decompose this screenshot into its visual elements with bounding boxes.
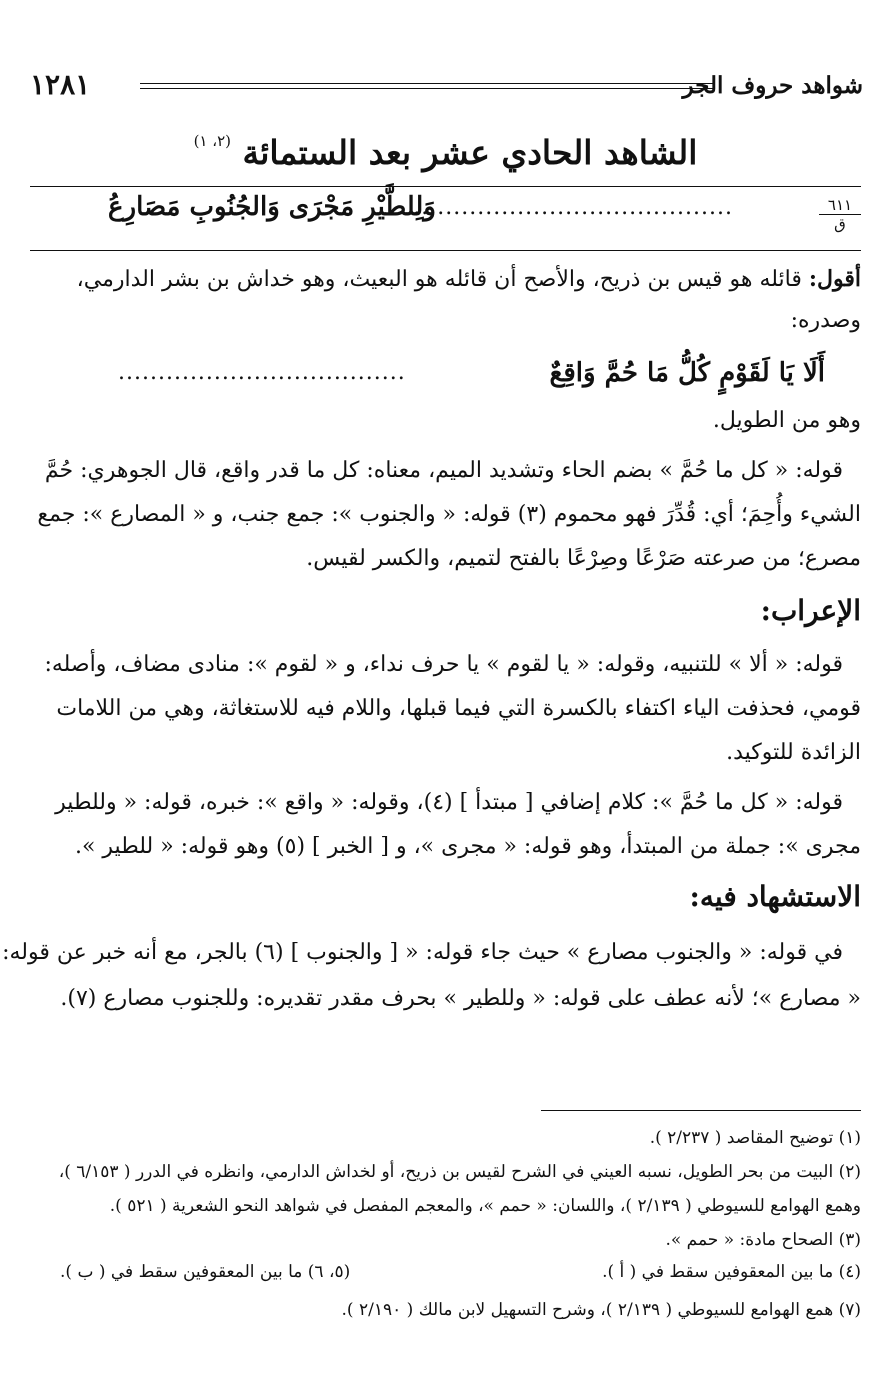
istishhad-heading: الاستشهاد فيه:: [689, 880, 861, 913]
half-verse-dots: ....................................: [118, 360, 406, 385]
footnote-2b: وهمع الهوامع للسيوطي ( ٢/١٣٩ )، واللسان: « حمم »، والمعجم المفصل في شواهد النحو الشعرية ( ٥٢١ ).: [109, 1196, 861, 1216]
section-title-text: الشاهد الحادي عشر بعد الستمائة: [242, 133, 698, 172]
explanation-line-1: قوله: « كل ما حُمَّ » بضم الحاء وتشديد الميم، معناه: كل ما قدر واقع، قال الجوهري: حُمَّ: [44, 458, 843, 483]
footnote-5-6: (٥، ٦) ما بين المعقوفين سقط في ( ب ).: [60, 1262, 351, 1282]
intro-line-1: [30, 266, 861, 292]
verse-dots: ........................................: [413, 195, 733, 220]
page-number: ١٢٨١: [30, 68, 91, 101]
irab-heading: الإعراب:: [760, 594, 861, 627]
half-verse: أَلَا يَا لَقَوْمٍ كُلُّ مَا حُمَّ وَاقِعٌ: [549, 358, 825, 388]
running-header: [30, 68, 863, 108]
explanation-line-2: الشيء وأُحِمَ؛ أي: قُدِّرَ فهو محموم (٣) قوله: « والجنوب »: جمع جنب، و « المصارع »: جمع: [37, 502, 861, 527]
running-title: شواهد حروف الجر: [682, 72, 863, 99]
intro-label: أقول:: [808, 266, 861, 292]
footnote-1: (١) توضيح المقاصد ( ٢/٢٣٧ ).: [649, 1128, 861, 1148]
irab-p1-line-1: قوله: « ألا » للتنبيه، وقوله: « يا لقوم » يا حرف نداء، و « لقوم »: منادى مضاف، وأصله:: [44, 652, 843, 677]
verse-number-value: ٦١١: [819, 196, 861, 215]
section-title: [30, 132, 861, 172]
verse-text: وَلِلطَّيْرِ مَجْرَى وَالجُنُوبِ مَصَارِعُ: [108, 192, 436, 222]
explanation-line-3: مصرع؛ من صرعته صَرْعًا وصِرْعًا بالفتح لتميم، والكسر لقيس.: [306, 546, 861, 571]
footnote-3: (٣) الصحاح مادة: « حمم ».: [665, 1230, 861, 1250]
footnote-4: (٤) ما بين المعقوفين سقط في ( أ ).: [602, 1262, 861, 1282]
title-footnote-ref: (٢، ١): [193, 132, 232, 150]
header-double-rule: [140, 83, 713, 89]
irab-p1-line-3: الزائدة للتوكيد.: [726, 740, 861, 765]
footnote-7: (٧) همع الهوامع للسيوطي ( ٢/١٣٩ )، وشرح التسهيل لابن مالك ( ٢/١٩٠ ).: [341, 1300, 861, 1320]
irab-p2-line-1: قوله: « كل ما حُمَّ »: كلام إضافي [ مبتدأ ] (٤)، وقوله: « واقع »: خبره، قوله: « وللطير: [55, 790, 843, 815]
intro-text: قائله هو قيس بن ذريح، والأصح أن قائله هو البعيث، وهو خداش بن بشر الدارمي،: [76, 267, 802, 292]
footnote-rule: [541, 1110, 861, 1111]
istishhad-line-1: في قوله: « والجنوب مصارع » حيث جاء قوله: « [ والجنوب ] (٦) بالجر، مع أنه خبر عن قوله:: [2, 940, 843, 965]
top-rule: [30, 186, 861, 187]
irab-p1-line-2: قومي، فحذفت الياء اكتفاء بالكسرة التي فيما قبلها، واللام فيه للاستغاثة، وهي من اللامات: [56, 696, 861, 721]
irab-p2-line-2: مجرى »: جملة من المبتدأ، وهو قوله: « مجرى »، و [ الخبر ] (٥) وهو قوله: « للطير ».: [74, 834, 861, 859]
verse-rule: [30, 250, 861, 251]
meter-line: وهو من الطويل.: [712, 408, 861, 433]
verse-number: [819, 196, 861, 233]
verse-source: ق: [834, 215, 846, 233]
intro-line-2: وصدره:: [790, 308, 861, 333]
footnote-2a: (٢) البيت من بحر الطويل، نسبه العيني في الشرح لقيس بن ذريح، أو لخداش الدارمي، وانظره في الدرر ( ٦/١٥٣ )،: [58, 1162, 861, 1182]
istishhad-line-2: « مصارع »؛ لأنه عطف على قوله: « وللطير » بحرف مقدر تقديره: وللجنوب مصارع (٧).: [60, 986, 861, 1011]
